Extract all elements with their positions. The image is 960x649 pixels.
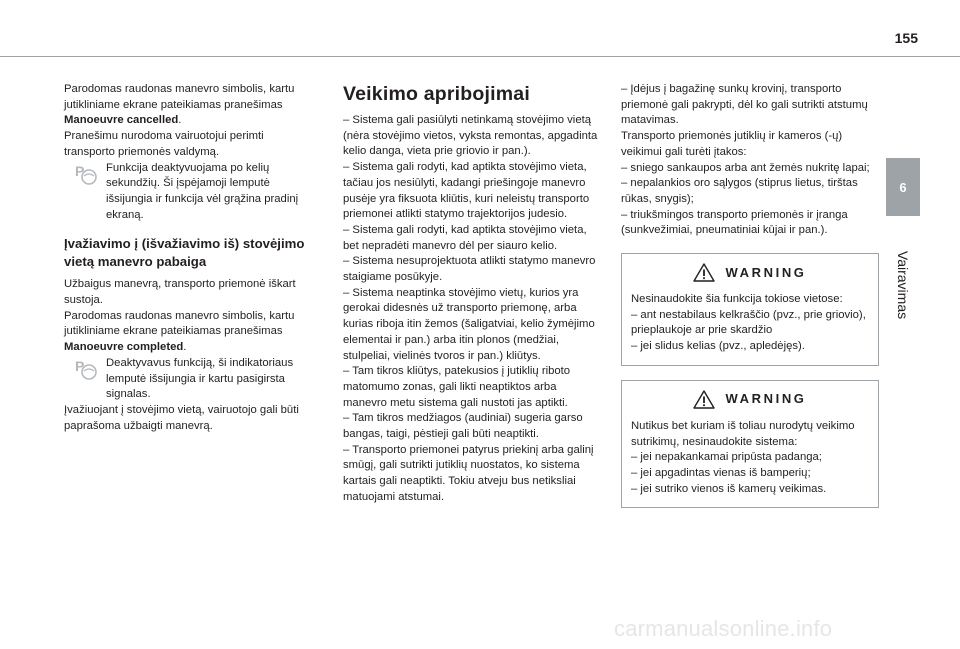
list-item: – Įdėjus į bagažinę sunkų krovinį, transporto priemonė gali pakrypti, dėl ko gali sutrikti atstumų matavimas. — [621, 83, 868, 127]
chapter-number: 6 — [899, 179, 907, 195]
list-item: – Transporto priemonei patyrus priekinį arba galinį smūgį, gali sutrikti jutiklių nuostatos, ko sistema kartais gali neaptikti. Tokiu atveju bus netiksliai matuojami atstumai. — [343, 443, 594, 503]
paragraph: Įvažiuojant į stovėjimo vietą, vairuotojo gali būti paprašoma užbaigti manevrą. — [64, 403, 299, 432]
warning-text: – ant nestabilaus kelkraščio (pvz., prie griovio), prieplaukoje ar prie skardžio — [631, 308, 866, 337]
warning-text: Nutikus bet kuriam iš toliau nurodytų veikimo sutrikimų, nesinaudokite sistema: — [631, 419, 855, 448]
watermark: carmanualsonline.info — [614, 616, 833, 641]
subsection-heading: Įvažiavimo į (išvažiavimo iš) stovėjimo vietą manevro pabaiga — [64, 236, 305, 270]
note-text: Deaktyvavus funkciją, ši indikatoriaus lemputė išsijungia ir kartu pasigirsta signalas. — [106, 356, 294, 401]
message-name: Manoeuvre completed — [64, 341, 184, 354]
svg-text:P: P — [75, 162, 85, 179]
paragraph: Transporto priemonės jutiklių ir kameros (-ų) veikimui gali turėti įtakos: — [621, 130, 843, 158]
list-item: – Sistema gali rodyti, kad aptikta stovėjimo vieta, tačiau jos nesiūlyti, kadangi priešingoje manevro pusėje yra fiksuota kliūtis, kuri neleistų transporto priemonei atlikti statymo trajektorijos judesio. — [343, 161, 590, 221]
warning-triangle-icon — [693, 263, 715, 282]
chapter-tab[interactable] — [886, 158, 920, 216]
message-name: Manoeuvre cancelled — [64, 114, 179, 127]
paragraph: Pranešimu nurodoma vairuotojui perimti transporto priemonės valdymą. — [64, 130, 264, 158]
section-heading: Veikimo apribojimai — [343, 83, 530, 105]
warning-text: – jei slidus kelias (pvz., apledėjęs). — [631, 340, 805, 353]
list-item: – nepalankios oro sąlygos (stiprus lietus, tirštas rūkas, snygis); — [621, 177, 858, 205]
note — [64, 161, 316, 224]
list-item: – Tam tikros kliūtys, patekusios į jutiklių riboto matomumo zonas, gali likti neaptiktos arba manevro metu sistema gali nustoti jas aptikti. — [343, 365, 571, 409]
park-assist-icon — [74, 357, 98, 381]
paragraph-tail: . — [178, 114, 182, 127]
list-item: – sniego sankaupos arba ant žemės nukritę lapai; — [621, 161, 870, 174]
warning-text: – jei apgadintas vienas iš bamperių; — [631, 466, 811, 479]
list-item: – Sistema nesuprojektuota atlikti statymo manevro staigiame posūkyje. — [343, 255, 596, 284]
list-item: – Sistema neaptinka stovėjimo vietų, kurios yra gerokai didesnės už transporto priemonę, arba kurias riboja itin žemos (šaligatviai, kelio žymėjimo elementai ir pan.) arba itin plonos (medžiai, stulpeliai, vielinės tvoros ir pan.) kliūtys. — [343, 286, 595, 362]
warning-text: – jei sutriko vienos iš kamerų veikimas. — [631, 482, 827, 495]
paragraph-tail: . — [183, 341, 187, 354]
page-number: 155 — [894, 30, 918, 46]
warning-text: – jei nepakankamai pripūsta padanga; — [631, 451, 822, 464]
warning-header — [631, 390, 869, 409]
warning-header — [631, 263, 869, 282]
chapter-title-text: Vairavimas — [895, 250, 911, 320]
warning-triangle-icon — [693, 390, 715, 409]
header-divider — [0, 56, 960, 57]
right-column — [621, 82, 879, 508]
paragraph-text: Parodomas raudonas manevro simbolis, kartu jutikliniame ekrane pateikiamas pranešimas — [64, 309, 295, 338]
paragraph — [64, 309, 316, 356]
warning-box — [621, 253, 879, 366]
warning-label: WARNING — [725, 391, 807, 407]
note-text: Funkcija deaktyvuojama po kelių sekundžių. Ši įspėjamoji lemputė išsijungia ir funkcija vėl grąžina pradinį ekraną. — [106, 161, 299, 221]
list-item: – triukšmingos transporto priemonės ir įranga (sunkvežimiai, pneumatiniai kūjai ir pan.). — [621, 208, 848, 237]
paragraph: Užbaigus manevrą, transporto priemonė iškart sustoja. — [64, 278, 296, 307]
middle-column — [343, 82, 601, 506]
park-assist-icon — [74, 162, 98, 186]
warning-label: WARNING — [725, 264, 807, 280]
list-item: – Sistema gali pasiūlyti netinkamą stovėjimo vietą (nėra stovėjimo vietos, vyksta remontas, apgadinta kelio danga, vieta prie griovio ir pan.). — [343, 114, 598, 158]
paragraph-text: Parodomas raudonas manevro simbolis, kartu jutikliniame ekrane pateikiamas pranešimas — [64, 83, 295, 111]
left-column — [64, 82, 316, 434]
list-item: – Tam tikros medžiagos (audiniai) sugeria garso bangas, taigi, pėstieji gali būti neaptikti. — [343, 412, 583, 441]
list-item: – Sistema gali rodyti, kad aptikta stovėjimo vieta, bet nepradėti manevro dėl per siauro kelio. — [343, 223, 587, 252]
svg-text:P: P — [75, 357, 85, 374]
paragraph — [64, 82, 316, 129]
warning-box — [621, 380, 879, 509]
chapter-title — [875, 240, 931, 330]
warning-text: Nesinaudokite šia funkcija tokiose vietose: — [631, 293, 843, 306]
note — [64, 356, 316, 403]
